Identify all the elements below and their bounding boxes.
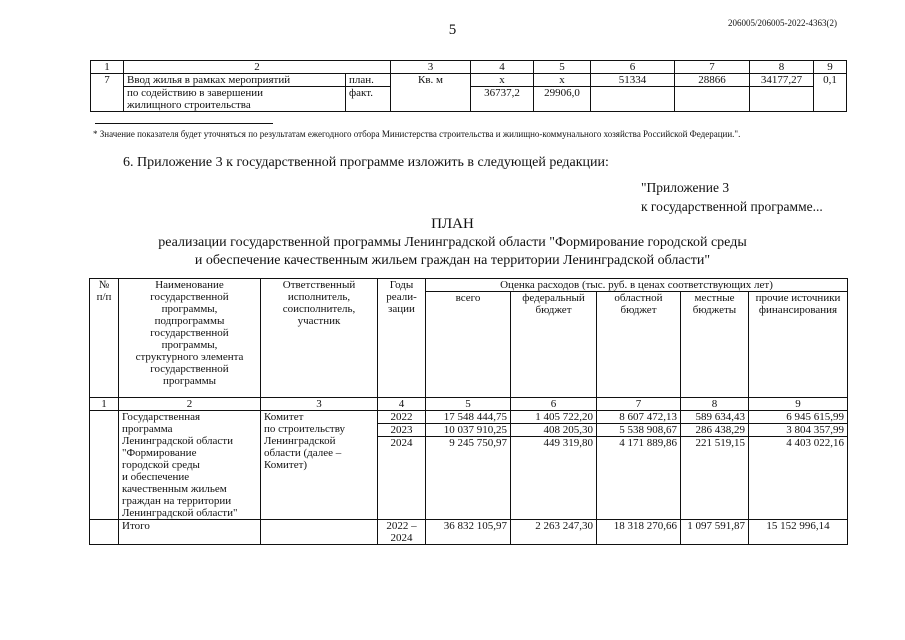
local-value: 589 634,43 [681, 411, 749, 424]
year: 2022 [378, 411, 426, 424]
plan-value: х [471, 74, 534, 87]
header-years: Годы реали- зации [378, 279, 426, 398]
plan-title: ПЛАН [431, 216, 474, 232]
other-value: 3 804 357,99 [749, 424, 848, 437]
total-value: 17 548 444,75 [426, 411, 511, 424]
col9-value: 0,1 [814, 74, 847, 112]
footnote-divider [95, 123, 273, 124]
appendix-label: к государственной программе... [641, 199, 823, 214]
col-number: 7 [597, 398, 681, 411]
col-number: 5 [534, 61, 591, 74]
total-value: 36 832 105,97 [426, 520, 511, 545]
header-name: Наименование государственной программы, подпрограммы государственной программы, структурного элемента государственной программы [119, 279, 261, 398]
column-number-row [90, 398, 848, 411]
empty-cell [261, 520, 378, 545]
col-number: 9 [814, 61, 847, 74]
federal-value: 2 263 247,30 [511, 520, 597, 545]
empty-cell [675, 87, 750, 112]
indicator-name: Ввод жилья в рамках мероприятий [124, 74, 346, 87]
header-num: № п/п [90, 279, 119, 398]
other-value: 6 945 615,99 [749, 411, 848, 424]
responsible-executor: Комитет по строительству Ленинградской области (далее – Комитет) [261, 411, 378, 520]
column-number-row [91, 61, 847, 74]
federal-value: 449 319,80 [511, 437, 597, 520]
footnote: * Значение показателя будет уточняться по результатам ежегодного отбора Министерства строительства и жилищно-коммунального хозяйства Российской Федерации.". [93, 129, 741, 139]
total-label: Итого [119, 520, 261, 545]
total-value: 10 037 910,25 [426, 424, 511, 437]
header-local: местные бюджеты [681, 292, 749, 398]
year: 2024 [378, 437, 426, 520]
fact-value: 29906,0 [534, 87, 591, 112]
header-regional: областной бюджет [597, 292, 681, 398]
local-value: 221 519,15 [681, 437, 749, 520]
page-number: 5 [448, 22, 457, 38]
empty-cell [90, 520, 119, 545]
plan-value: 34177,27 [750, 74, 814, 87]
header-row [90, 279, 848, 292]
plan-subtitle: и обеспечение качественным жильем граждан на территории Ленинградской области" [194, 253, 711, 268]
regional-value: 5 538 908,67 [597, 424, 681, 437]
empty-cell [591, 87, 675, 112]
row-number: 7 [91, 74, 124, 112]
col-number: 3 [391, 61, 471, 74]
header-other: прочие источники финансирования [749, 292, 848, 398]
year: 2023 [378, 424, 426, 437]
unit: Кв. м [391, 74, 471, 112]
other-value: 15 152 996,14 [749, 520, 848, 545]
col-number: 1 [90, 398, 119, 411]
local-value: 1 097 591,87 [681, 520, 749, 545]
regional-value: 18 318 270,66 [597, 520, 681, 545]
header-responsible: Ответственный исполнитель, соисполнитель, участник [261, 279, 378, 398]
federal-value: 1 405 722,20 [511, 411, 597, 424]
header-federal: федеральный бюджет [511, 292, 597, 398]
col-number: 6 [591, 61, 675, 74]
regional-value: 4 171 889,86 [597, 437, 681, 520]
plan-table [89, 278, 848, 545]
plan-subtitle: реализации государственной программы Ленинградской области "Формирование городской среды [158, 235, 747, 250]
other-value: 4 403 022,16 [749, 437, 848, 520]
col-number: 8 [750, 61, 814, 74]
indicator-name: по содействию в завершении [124, 87, 346, 100]
total-value: 9 245 750,97 [426, 437, 511, 520]
col-number: 4 [471, 61, 534, 74]
appendix-label: "Приложение 3 [641, 180, 730, 195]
plan-label: план. [346, 74, 391, 87]
fact-label: факт. [346, 87, 391, 112]
indicators-table [90, 60, 847, 112]
col-number: 6 [511, 398, 597, 411]
total-row [90, 520, 848, 545]
local-value: 286 438,29 [681, 424, 749, 437]
indicator-name: жилищного строительства [124, 99, 346, 112]
col-number: 2 [124, 61, 391, 74]
table-row [90, 411, 848, 424]
federal-value: 408 205,30 [511, 424, 597, 437]
col-number: 4 [378, 398, 426, 411]
total-years: 2022 – 2024 [378, 520, 426, 545]
program-name: Государственная программа Ленинградской области "Формирование городской среды и обеспечение качественным жильем граждан на территории Ленинградской области" [119, 411, 261, 520]
col-number: 2 [119, 398, 261, 411]
col-number: 1 [91, 61, 124, 74]
regional-value: 8 607 472,13 [597, 411, 681, 424]
col-number: 5 [426, 398, 511, 411]
document-code: 206005/206005-2022-4363(2) [728, 18, 837, 28]
col-number: 8 [681, 398, 749, 411]
empty-cell [90, 411, 119, 520]
table-row [91, 74, 847, 87]
header-total: всего [426, 292, 511, 398]
col-number: 9 [749, 398, 848, 411]
plan-value: 51334 [591, 74, 675, 87]
plan-value: 28866 [675, 74, 750, 87]
item-6-paragraph: 6. Приложение 3 к государственной программе изложить в следующей редакции: [123, 155, 609, 170]
fact-value: 36737,2 [471, 87, 534, 112]
col-number: 3 [261, 398, 378, 411]
col-number: 7 [675, 61, 750, 74]
plan-value: х [534, 74, 591, 87]
header-costs-group: Оценка расходов (тыс. руб. в ценах соответствующих лет) [426, 279, 848, 292]
empty-cell [750, 87, 814, 112]
